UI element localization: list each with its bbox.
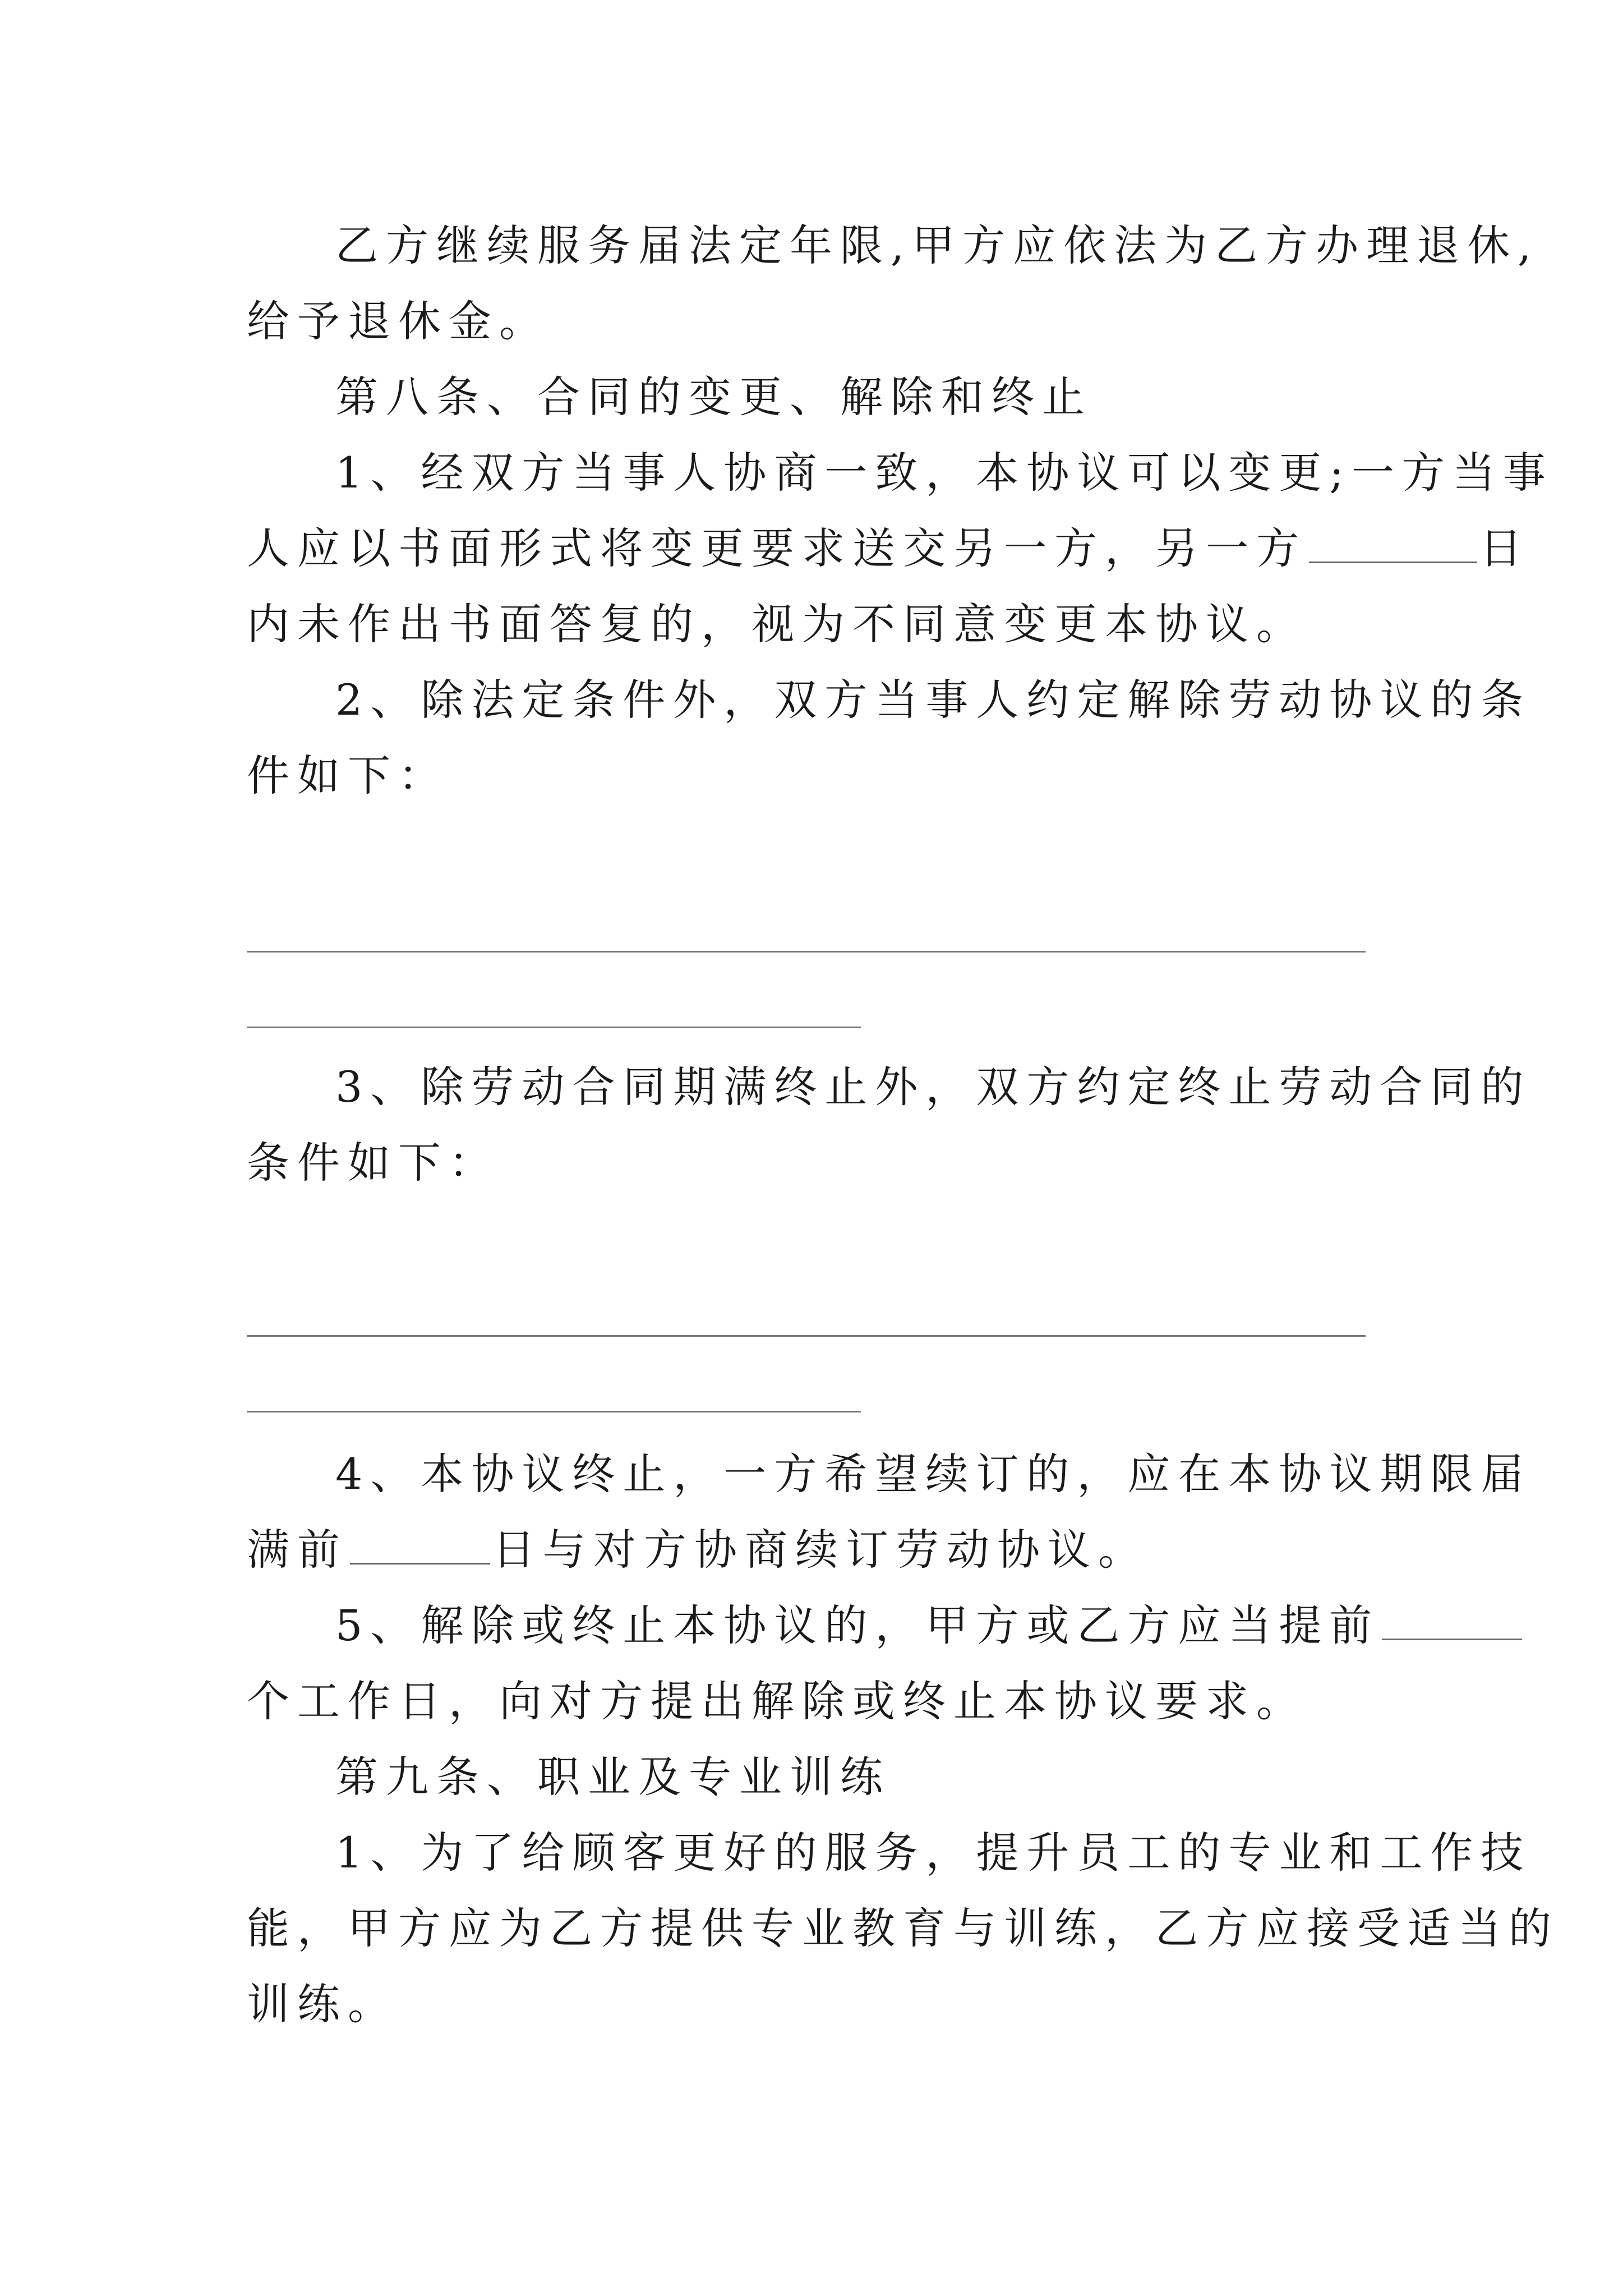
fill-in-blank	[350, 1529, 490, 1565]
text-segment: 日与对方协商续订劳动协议。	[492, 1525, 1149, 1575]
fill-in-rule	[247, 1335, 1366, 1337]
text-line: 内未作出书面答复的，视为不同意变更本协议。	[247, 599, 1307, 649]
text-segment: 满前	[247, 1525, 348, 1575]
text-line	[247, 1525, 1149, 1575]
text-line: 2、除法定条件外，双方当事人约定解除劳动协议的条	[335, 675, 1532, 725]
text-line: 乙方继续服务届法定年限,甲方应依法为乙方办理退休,	[335, 220, 1539, 270]
fill-in-rule	[247, 951, 1366, 953]
text-line: 能，甲方应为乙方提供专业教育与训练，乙方应接受适当的	[247, 1903, 1559, 1953]
fill-in-rule	[247, 1027, 861, 1028]
article-8-heading: 第八条、合同的变更、解除和终止	[335, 372, 1092, 422]
fill-in-blank	[1382, 1605, 1522, 1640]
text-line	[247, 523, 1530, 573]
text-line: 3、除劳动合同期满终止外，双方约定终止劳动合同的	[335, 1062, 1532, 1112]
text-line	[335, 1600, 1524, 1650]
text-line: 条件如下：	[247, 1138, 499, 1188]
text-segment: 5、解除或终止本协议的，甲方或乙方应当提前	[335, 1600, 1380, 1650]
text-line: 1、经双方当事人协商一致，本协议可以变更;一方当事	[335, 448, 1553, 498]
text-line: 给予退休金。	[247, 296, 550, 346]
text-line: 件如下：	[247, 751, 449, 800]
fill-in-rule	[247, 1411, 861, 1412]
fill-in-blank	[1309, 528, 1477, 563]
text-segment: 日	[1479, 523, 1530, 573]
text-line: 个工作日，向对方提出解除或终止本协议要求。	[247, 1676, 1307, 1726]
article-9-heading: 第九条、职业及专业训练	[335, 1752, 891, 1802]
text-line: 训练。	[247, 1979, 398, 2029]
text-line: 1、为了给顾客更好的服务，提升员工的专业和工作技	[335, 1828, 1532, 1878]
text-line: 4、本协议终止，一方希望续订的，应在本协议期限届	[335, 1449, 1532, 1499]
text-segment: 人应以书面形式将变更要求送交另一方，另一方	[247, 523, 1307, 573]
